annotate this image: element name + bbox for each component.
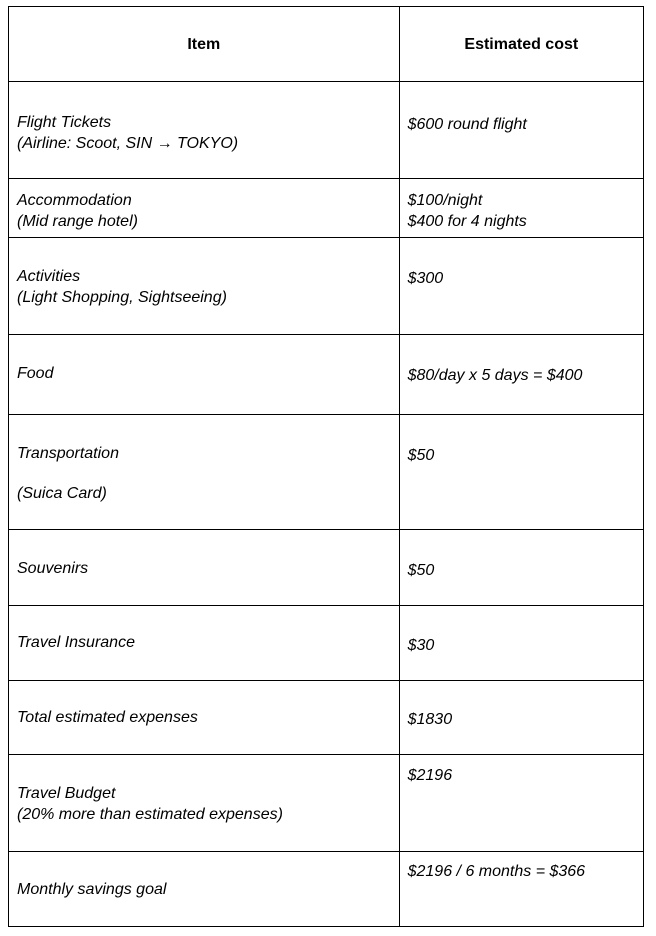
- cost-line: $50: [407, 562, 435, 579]
- item-cell: [9, 530, 400, 606]
- item-cell: [9, 606, 400, 681]
- table-row: [9, 755, 644, 852]
- item-line: Travel Insurance: [17, 634, 135, 651]
- item-cell: [9, 335, 400, 415]
- item-line: Travel Budget: [17, 785, 116, 802]
- item-line: (Suica Card): [17, 485, 107, 502]
- cost-line: $2196: [407, 767, 453, 784]
- item-cell: [9, 852, 400, 927]
- item-line: Food: [17, 365, 54, 382]
- cost-cell: [399, 530, 643, 606]
- cost-cell: [399, 238, 643, 335]
- item-line: (Airline: Scoot, SIN → TOKYO): [17, 135, 239, 152]
- item-line: Activities: [17, 268, 81, 285]
- table-row: [9, 852, 644, 927]
- cost-cell: [399, 606, 643, 681]
- item-line: Monthly savings goal: [17, 881, 167, 898]
- header-row: [9, 7, 644, 82]
- table-row: [9, 238, 644, 335]
- item-cell: [9, 681, 400, 755]
- cost-cell: [399, 681, 643, 755]
- cost-line: $100/night: [407, 192, 483, 209]
- cost-line: $1830: [407, 711, 453, 728]
- cost-line: $30: [407, 637, 435, 654]
- item-line: (20% more than estimated expenses): [17, 806, 283, 823]
- item-line: Souvenirs: [17, 560, 89, 577]
- cost-line: $300: [407, 270, 444, 287]
- table-row: [9, 335, 644, 415]
- table-row: [9, 530, 644, 606]
- item-line: Transportation: [17, 445, 119, 462]
- item-line: Accommodation: [17, 192, 132, 209]
- cost-line: $2196 / 6 months = $366: [407, 863, 586, 880]
- item-line: (Mid range hotel): [17, 213, 138, 230]
- header-estimated-cost: Estimated cost: [399, 7, 643, 82]
- cost-cell: [399, 82, 643, 179]
- table-row: [9, 179, 644, 238]
- item-cell: [9, 179, 400, 238]
- cost-cell: [399, 852, 643, 927]
- cost-cell: [399, 415, 643, 530]
- cost-line: $80/day x 5 days = $400: [407, 367, 583, 384]
- budget-table: [8, 6, 644, 927]
- cost-cell: [399, 755, 643, 852]
- table-row: [9, 681, 644, 755]
- item-cell: [9, 755, 400, 852]
- cost-line: $400 for 4 nights: [407, 213, 527, 230]
- header-item: Item: [9, 7, 400, 82]
- table-row: [9, 415, 644, 530]
- item-line: (Light Shopping, Sightseeing): [17, 289, 227, 306]
- item-cell: [9, 415, 400, 530]
- cost-line: $600 round flight: [407, 116, 527, 133]
- cost-cell: [399, 179, 643, 238]
- cost-line: $50: [407, 447, 435, 464]
- table-row: [9, 82, 644, 179]
- table-row: [9, 606, 644, 681]
- item-line: Flight Tickets: [17, 114, 112, 131]
- cost-cell: [399, 335, 643, 415]
- item-line: Total estimated expenses: [17, 709, 198, 726]
- item-cell: [9, 238, 400, 335]
- item-cell: [9, 82, 400, 179]
